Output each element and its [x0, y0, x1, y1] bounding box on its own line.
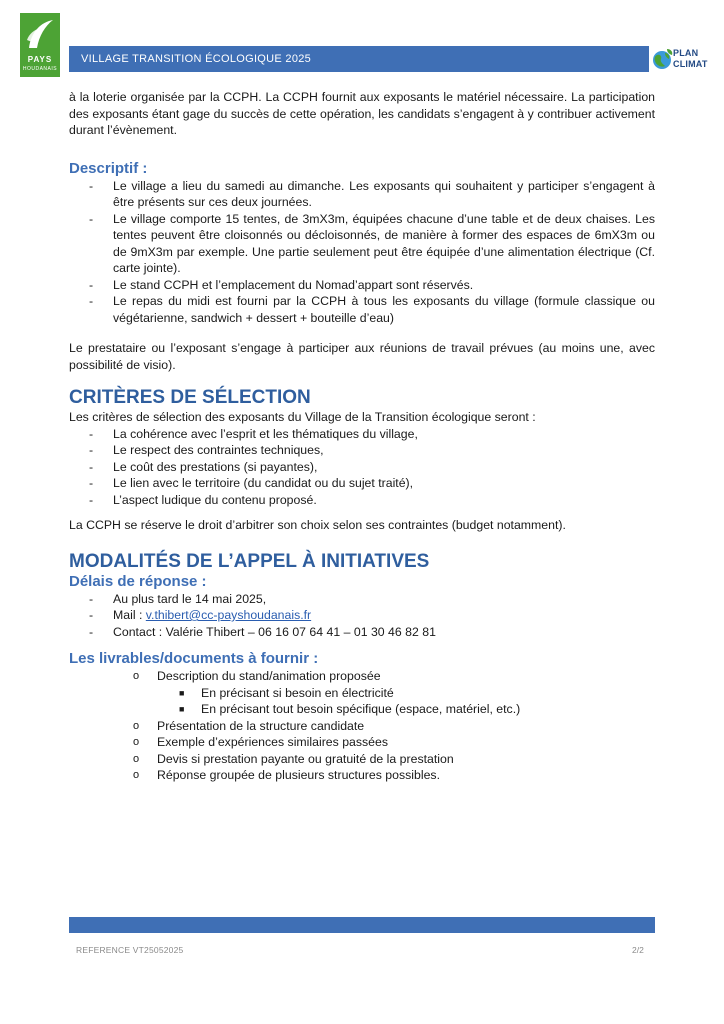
footer-reference: REFERENCE VT25052025: [76, 945, 184, 955]
list-item: [69, 718, 655, 735]
circle-bullet-icon: o: [133, 719, 140, 732]
list-item: - Au plus tard le 14 mai 2025,: [69, 591, 655, 608]
criteres-list: [69, 426, 655, 509]
square-bullet-icon: ■: [179, 687, 185, 698]
livrable-text: Exemple d’expériences similaires passées: [157, 735, 389, 749]
delais-list: [69, 591, 655, 641]
list-item: - La cohérence avec l’esprit et les thématiques du village,: [69, 426, 655, 443]
livrables-list-rest: [69, 718, 655, 784]
livrable-text: Devis si prestation payante ou gratuité de la prestation: [157, 751, 454, 766]
header-bar: [69, 46, 649, 72]
criteres-closing: La CCPH se réserve le droit d’arbitrer son choix selon ses contraintes (budget notamment).: [69, 518, 566, 532]
globe-icon: [651, 47, 675, 71]
circle-bullet-icon: o: [133, 670, 140, 682]
livrable-text: Réponse groupée de plusieurs structures possibles.: [157, 768, 440, 782]
plan-climat-word-2: CLIMAT: [673, 59, 708, 69]
email-link[interactable]: v.thibert@cc-payshoudanais.fr: [145, 608, 312, 622]
descriptif-closing: Le prestataire ou l’exposant s’engage à participer aux réunions de travail prévues (au moins une, avec possibilité de visio).: [69, 341, 655, 372]
list-item: - Le coût des prestations (si payantes),: [69, 459, 655, 476]
list-item: - Contact : Valérie Thibert – 06 16 07 64 41 – 01 30 46 82 81: [69, 624, 655, 641]
intro-paragraph: à la loterie organisée par la CCPH. La CCPH fournit aux exposants le matériel nécessaire. La participation des exposants étant gage du succès de cette opération, les candidats s’engagent à y contribuer activement durant l’évènement.: [69, 90, 655, 137]
list-item: - Le repas du midi est fourni par la CCPH à tous les exposants du village (formule classique ou végétarienne, sandwich + dessert + bouteille d’eau): [69, 293, 655, 326]
square-bullet-icon: ■: [179, 704, 185, 714]
list-item: - Le village comporte 15 tentes, de 3mX3m, équipées chacune d’une table et de deux chaises. Les tentes peuvent être cloisonnés ou décloisonnés, de manière à former des espaces de 6mX3m ou de 9mX3m par exemple. Une partie seulement peut être équipée d’une alimentation électrique (Cf. carte jointe).: [69, 211, 655, 277]
pays-houdanais-logo: [20, 13, 60, 77]
descriptif-heading: Descriptif :: [69, 159, 148, 177]
list-item: - Le village a lieu du samedi au dimanche. Les exposants qui souhaitent y participer s’engagent à être présents sur ces deux journées.: [69, 178, 655, 211]
list-item: - Le lien avec le territoire (du candidat ou du sujet traité),: [69, 475, 655, 492]
plan-climat-logo: [651, 46, 707, 74]
livrables-sublist: [69, 685, 655, 718]
modalites-heading: MODALITÉS DE L’APPEL À INITIATIVES: [69, 550, 430, 572]
list-item: [69, 734, 655, 751]
swoosh-icon: [25, 18, 55, 52]
document-body: [69, 89, 655, 784]
page-number: 2/2: [632, 945, 644, 955]
list-item: [69, 668, 655, 685]
descriptif-list: [69, 178, 655, 327]
list-item: [69, 751, 655, 768]
circle-bullet-icon: o: [133, 769, 140, 781]
footer-bar: [69, 917, 655, 933]
mail-label: Mail :: [113, 608, 146, 622]
sub-item-text: En précisant tout besoin spécifique (espace, matériel, etc.): [201, 702, 521, 716]
list-item: - Le stand CCPH et l’emplacement du Nomad’appart sont réservés.: [69, 277, 655, 294]
livrables-list: [69, 668, 655, 685]
criteres-intro: Les critères de sélection des exposants du Village de la Transition écologique seront :: [69, 410, 536, 424]
circle-bullet-icon: o: [133, 752, 140, 765]
livrable-text: Description du stand/animation proposée: [157, 669, 381, 683]
logo-text-pays: PAYS: [27, 55, 53, 64]
plan-climat-word-1: PLAN: [673, 48, 699, 58]
document-title: VILLAGE TRANSITION ÉCOLOGIQUE 2025: [81, 53, 312, 65]
sub-item-text: En précisant si besoin en électricité: [201, 685, 394, 700]
list-item: [69, 767, 655, 784]
list-item: [69, 607, 655, 624]
list-item: - L’aspect ludique du contenu proposé.: [69, 492, 655, 509]
list-item: [69, 701, 655, 718]
list-item: - Le respect des contraintes techniques,: [69, 442, 655, 459]
criteres-heading: CRITÈRES DE SÉLECTION: [69, 387, 311, 408]
livrables-heading: Les livrables/documents à fournir :: [69, 650, 319, 667]
logo-text-houdanais: HOUDANAIS: [22, 66, 58, 72]
delais-heading: Délais de réponse :: [69, 572, 207, 590]
list-item: [69, 685, 655, 702]
livrable-text: Présentation de la structure candidate: [157, 718, 365, 733]
circle-bullet-icon: o: [133, 736, 140, 748]
